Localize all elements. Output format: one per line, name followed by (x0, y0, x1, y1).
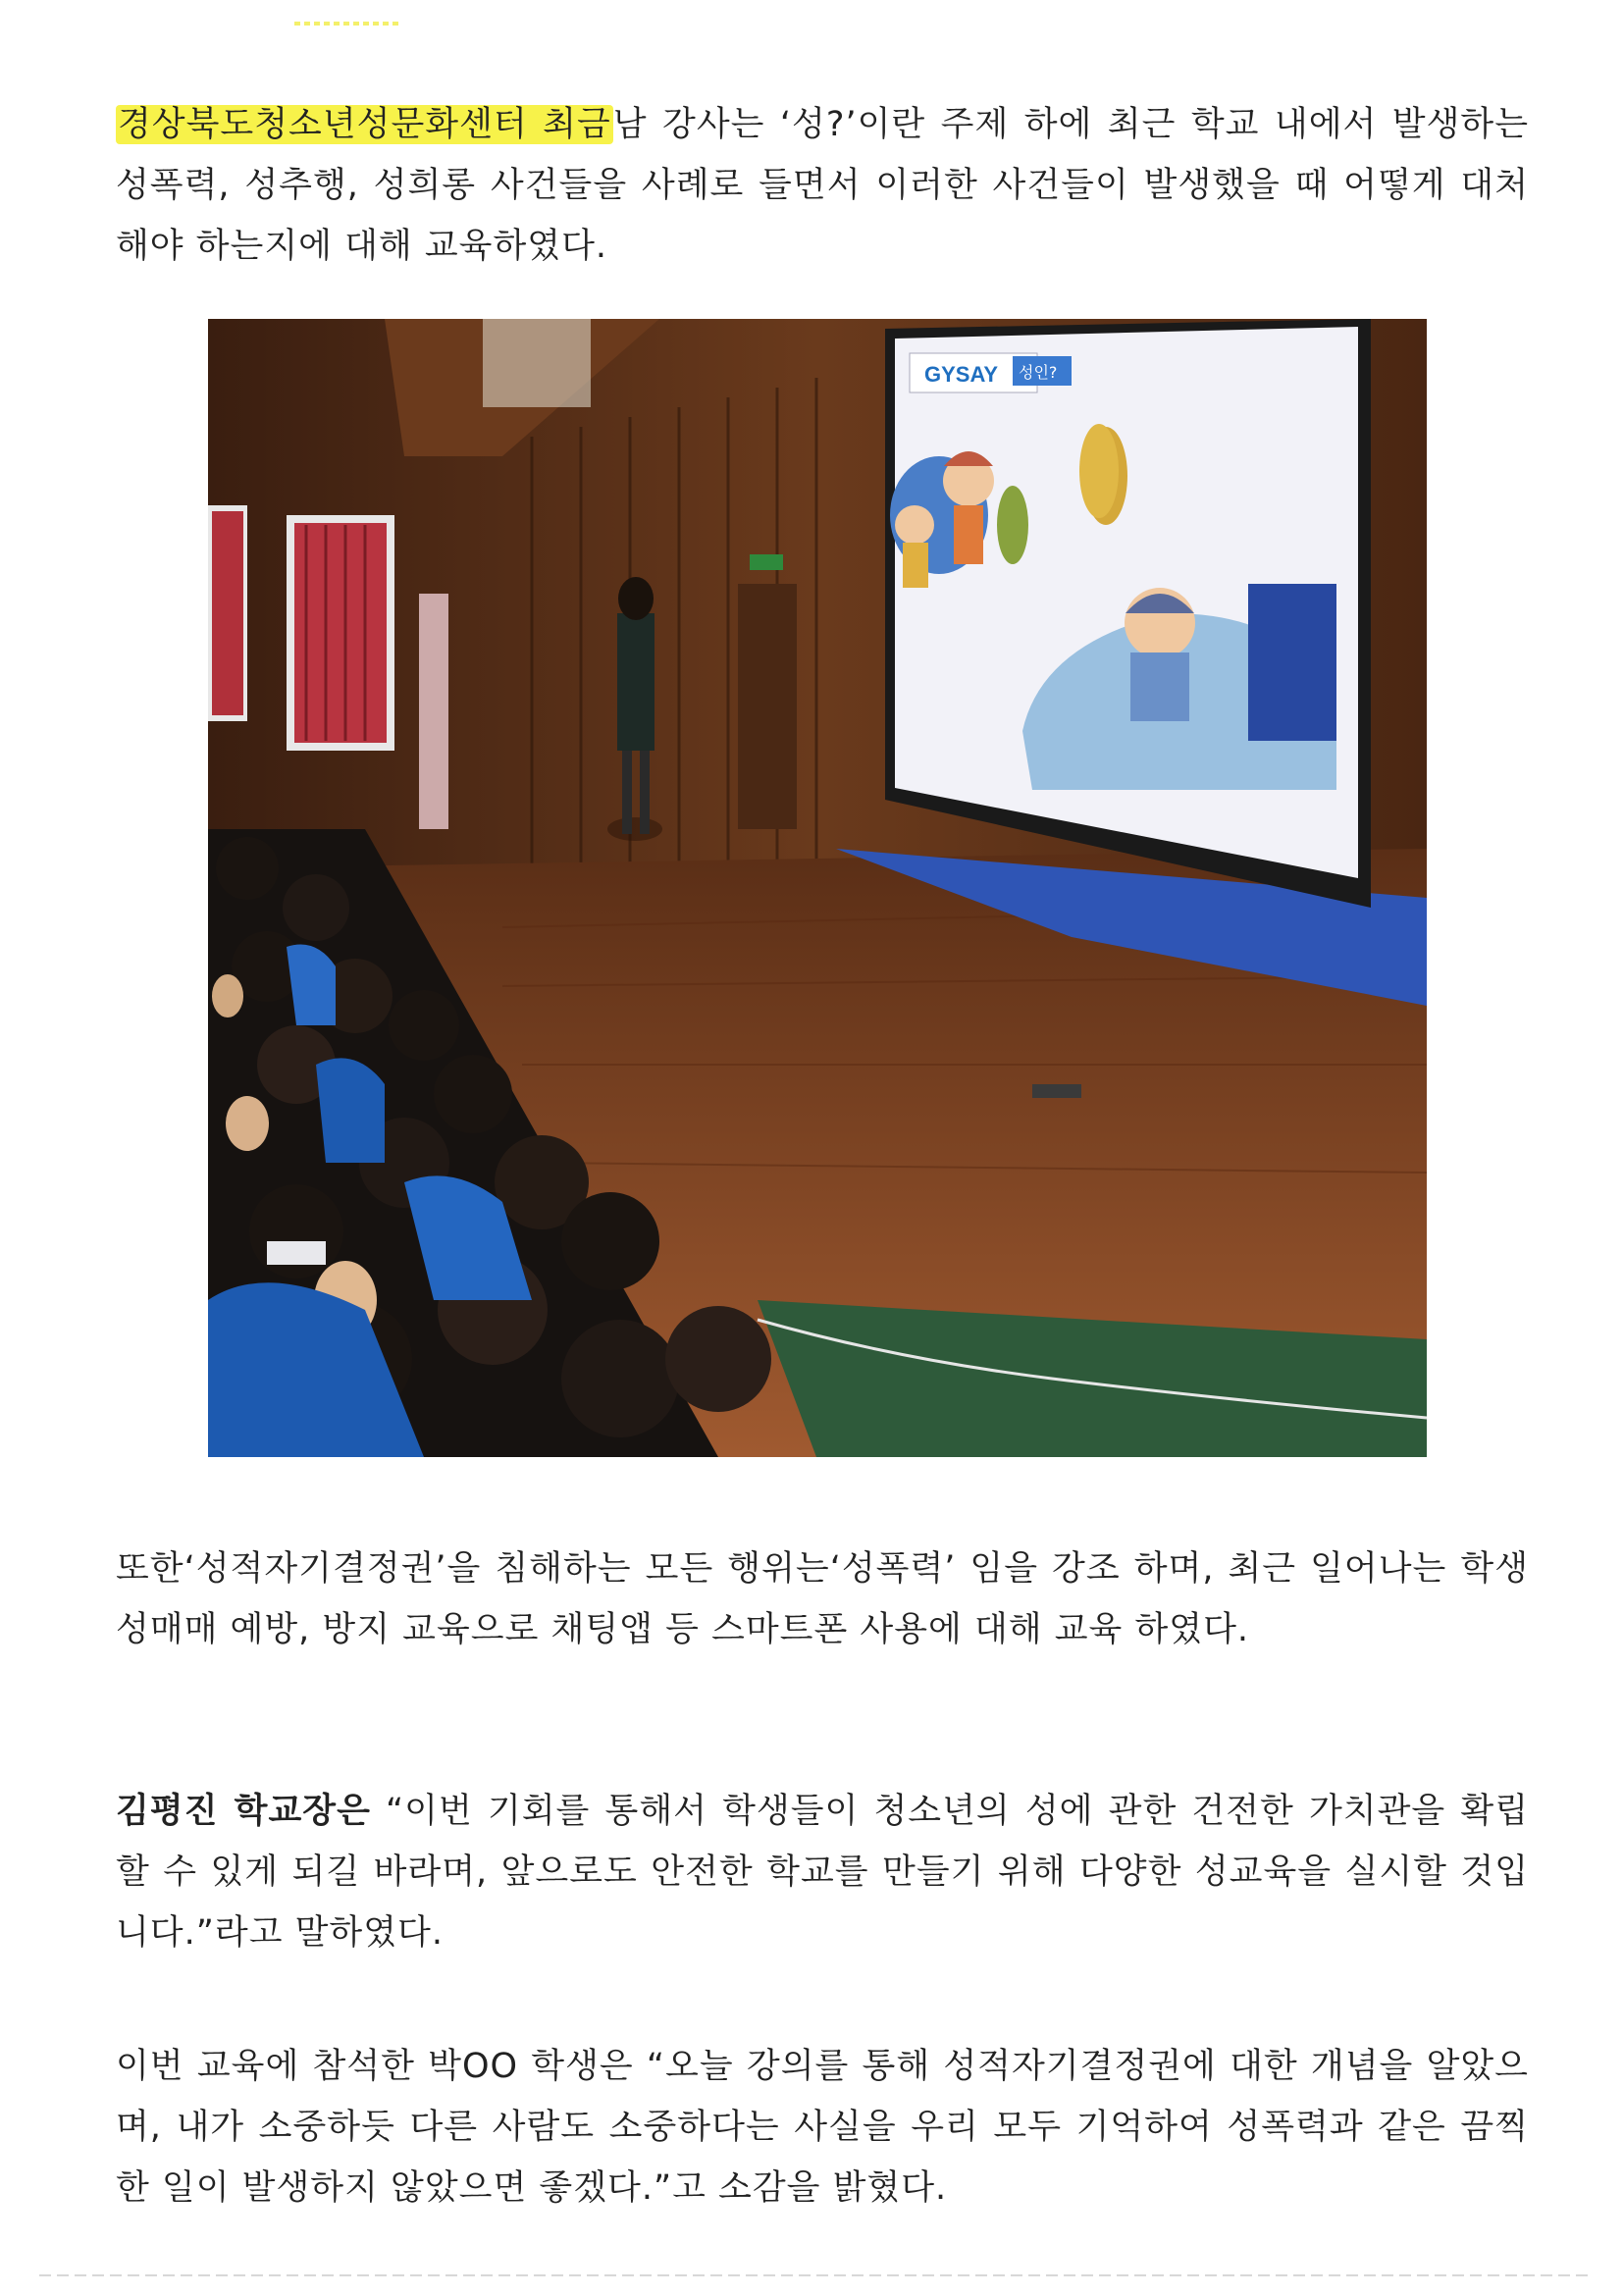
paragraph-intro-text: 남 강사는 ‘성?’이란 주제 하에 최근 학교 내에서 발생하는 성폭력, 성추행, 성희롱 사건들을 사례로 들면서 이러한 사건들이 발생했을 때 어떻게 대처해야 하는지에 대해 교육하였다. (116, 105, 1530, 266)
paragraph-emphasis-text: 또한‘성적자기결정권’을 침해하는 모든 행위는‘성폭력’ 임을 강조 하며, 최근 일어나는 학생 성매매 예방, 방지 교육으로 채팅앱 등 스마트폰 사용에 대해 교육 하였다. (116, 1549, 1529, 1649)
lecture-hall-illustration (208, 319, 1427, 1457)
paragraph-student-quote (116, 2036, 1529, 2218)
principal-name: 김평진 학교장은 (116, 1792, 371, 1831)
paragraph-emphasis (116, 1539, 1529, 1660)
highlighted-text: 경상북도청소년성문화센터 최금 (118, 105, 611, 144)
paragraph-principal-quote (116, 1781, 1529, 1963)
slide-logo: GYSAY (924, 362, 999, 387)
slide-tab: 성인? (1019, 363, 1058, 382)
student-quote-text: 이번 교육에 참석한 박OO 학생은 “오늘 강의를 통해 성적자기결정권에 대한 개념을 알았으며, 내가 소중하듯 다른 사람도 소중하다는 사실을 우리 모두 기억하여 성폭력과 같은 끔찍한 일이 발생하지 않았으면 좋겠다.”고 소감을 밝혔다. (116, 2047, 1529, 2208)
scan-bottom-edge (39, 2274, 1590, 2276)
principal-quote-text: “이번 기회를 통해서 학생들이 청소년의 성에 관한 건전한 가치관을 확립할 수 있게 되길 바라며, 앞으로도 안전한 학교를 만들기 위해 다양한 성교육을 실시할 것입니다.”라고 말하였다. (116, 1792, 1529, 1953)
paragraph-intro (116, 94, 1529, 277)
scan-artifact (294, 22, 402, 26)
lecture-photo (208, 319, 1427, 1457)
